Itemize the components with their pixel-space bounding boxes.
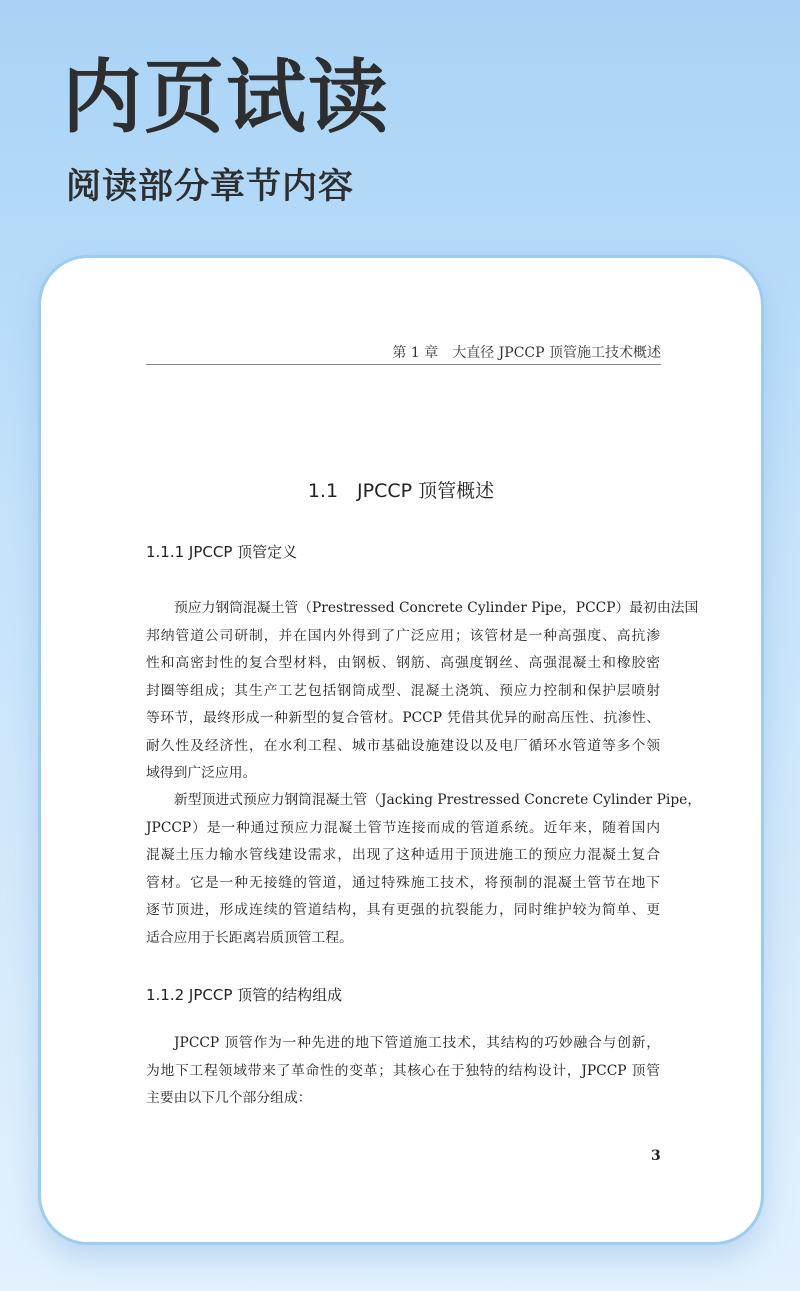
- paragraph-3: [146, 1030, 660, 1113]
- running-head: 第 1 章 大直径 JPCCP 顶管施工技术概述: [392, 345, 661, 361]
- text-line: 逐节顶进，形成连续的管道结构，具有更强的抗裂能力，同时维护较为简单、更: [146, 902, 660, 918]
- hero-subtitle: 阅读部分章节内容: [66, 167, 355, 207]
- book-page-card: [38, 255, 764, 1245]
- text-line: 邦纳管道公司研制，并在国内外得到了广泛应用；该管材是一种高强度、高抗渗: [146, 627, 660, 644]
- text-line: 域得到广泛应用。: [146, 765, 257, 781]
- text-line: 主要由以下几个部分组成：: [146, 1090, 312, 1106]
- text-line: 预应力钢筒混凝土管（Prestressed Concrete Cylinder Pipe，PCCP）最初由法国: [174, 600, 699, 616]
- text-line: 混凝土压力输水管线建设需求，出现了这种适用于顶进施工的预应力混凝土复合: [146, 847, 660, 863]
- subsection-title-2: 1.1.2 JPCCP 顶管的结构组成: [146, 986, 343, 1004]
- text-line: 适合应用于长距离岩质顶管工程。: [146, 929, 353, 946]
- text-line: 耐久性及经济性，在水利工程、城市基础设施建设以及电厂循环水管道等多个领: [146, 737, 660, 754]
- hero-title: 内页试读: [62, 51, 390, 144]
- header-rule: [146, 364, 661, 365]
- paragraph-2: [146, 787, 702, 952]
- page-number: 3: [651, 1148, 661, 1164]
- subsection-title-1: 1.1.1 JPCCP 顶管定义: [146, 543, 298, 561]
- text-line: 性和高密封性的复合型材料，由钢板、钢筋、高强度钢丝、高强混凝土和橡胶密: [146, 655, 660, 671]
- paragraph-1: [146, 595, 699, 788]
- text-line: JPCCP 顶管作为一种先进的地下管道施工技术，其结构的巧妙融合与创新，: [174, 1035, 660, 1051]
- text-line: 为地下工程领域带来了革命性的变革；其核心在于独特的结构设计，JPCCP 顶管: [146, 1062, 660, 1079]
- text-line: 新型顶进式预应力钢筒混凝土管（Jacking Prestressed Concrete Cylinder Pipe，: [174, 792, 702, 808]
- text-line: JPCCP）是一种通过预应力混凝土管节连接而成的管道系统。近年来，随着国内: [146, 819, 660, 836]
- text-line: 管材。它是一种无接缝的管道，通过特殊施工技术，将预制的混凝土管节在地下: [146, 874, 660, 891]
- text-line: 封圈等组成；其生产工艺包括钢筒成型、混凝土浇筑、预应力控制和保护层喷射: [146, 682, 660, 699]
- section-title: 1.1 JPCCP 顶管概述: [307, 480, 495, 502]
- text-line: 等环节，最终形成一种新型的复合管材。PCCP 凭借其优异的耐高压性、抗渗性、: [146, 710, 660, 726]
